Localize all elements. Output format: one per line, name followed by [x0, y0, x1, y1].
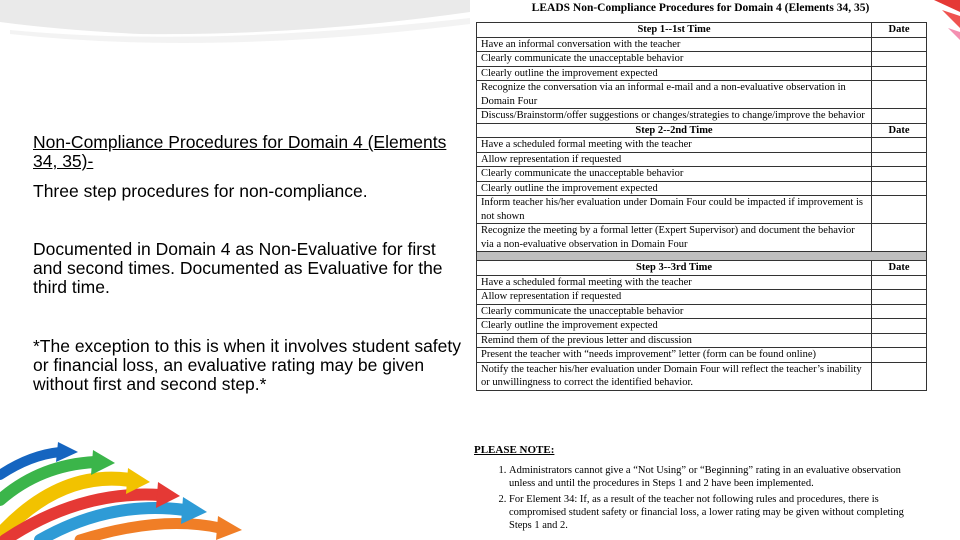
step-item: Clearly communicate the unacceptable behavior [477, 304, 872, 319]
table-row [477, 196, 927, 224]
note-item: 1. Administrators cannot give a “Not Using” or “Beginning” rating in an evaluative observation unless and until the procedures in Steps 1 and 2 have been implemented. [509, 464, 929, 490]
date-header: Date [872, 123, 927, 138]
documented-text: Documented in Domain 4 as Non-Evaluative for first and second times. Documented as Evaluative for the third time. [33, 239, 443, 297]
step-item: Allow representation if requested [477, 290, 872, 305]
date-cell [872, 109, 927, 124]
table-row [477, 152, 927, 167]
step-2-header-row [477, 123, 927, 138]
date-cell [872, 333, 927, 348]
left-text-panel [33, 133, 461, 394]
date-cell [872, 66, 927, 81]
arrow-decoration-top-right [934, 0, 960, 40]
table-row [477, 319, 927, 334]
step-3-label: Step 3--3rd Time [477, 261, 872, 276]
table-spacer-row [477, 252, 927, 261]
date-cell [872, 362, 927, 390]
step-1-label: Step 1--1st Time [477, 23, 872, 38]
step-item: Recognize the conversation via an informal e-mail and a non-evaluative observation in Domain Four [477, 81, 872, 109]
date-cell [872, 348, 927, 363]
step-item: Clearly communicate the unacceptable behavior [477, 52, 872, 67]
step-item: Discuss/Brainstorm/offer suggestions or changes/strategies to change/improve the behavior [477, 109, 872, 124]
exception-text: *The exception to this is when it involves student safety or financial loss, an evaluative rating may be given without first and second step.* [33, 336, 462, 394]
table-row [477, 81, 927, 109]
table-row [477, 167, 927, 182]
table-row [477, 275, 927, 290]
step-item: Clearly outline the improvement expected [477, 181, 872, 196]
table-row [477, 138, 927, 153]
date-header: Date [872, 261, 927, 276]
table-row [477, 333, 927, 348]
date-cell [872, 181, 927, 196]
notes-list [474, 464, 929, 532]
document-title: LEADS Non-Compliance Procedures for Domain 4 (Elements 34, 35) [531, 2, 870, 14]
step-item: Remind them of the previous letter and discussion [477, 333, 872, 348]
date-cell [872, 152, 927, 167]
section-heading: Non-Compliance Procedures for Domain 4 (Elements 34, 35)- [33, 132, 447, 171]
step-item: Clearly communicate the unacceptable behavior [477, 167, 872, 182]
step-item: Clearly outline the improvement expected [477, 66, 872, 81]
procedures-table [476, 22, 927, 391]
date-cell [872, 319, 927, 334]
step-item: Have an informal conversation with the teacher [477, 37, 872, 52]
date-cell [872, 304, 927, 319]
step-3-header-row [477, 261, 927, 276]
table-row [477, 348, 927, 363]
step-item: Have a scheduled formal meeting with the teacher [477, 138, 872, 153]
table-row [477, 181, 927, 196]
date-cell [872, 196, 927, 224]
date-header: Date [872, 23, 927, 38]
notes-section [474, 444, 929, 535]
table-row [477, 362, 927, 390]
arrow-swoosh-decoration-top-left [0, 0, 470, 135]
step-2-label: Step 2--2nd Time [477, 123, 872, 138]
table-row [477, 52, 927, 67]
date-cell [872, 290, 927, 305]
date-cell [872, 37, 927, 52]
date-cell [872, 81, 927, 109]
colorful-arrows-decoration [0, 440, 295, 540]
date-cell [872, 224, 927, 252]
table-row [477, 290, 927, 305]
step-item: Clearly outline the improvement expected [477, 319, 872, 334]
date-cell [872, 167, 927, 182]
date-cell [872, 275, 927, 290]
step-item: Present the teacher with “needs improvement” letter (form can be found online) [477, 348, 872, 363]
step-1-header-row [477, 23, 927, 38]
step-item: Allow representation if requested [477, 152, 872, 167]
table-row [477, 66, 927, 81]
intro-text: Three step procedures for non-compliance. [33, 181, 368, 201]
table-row [477, 37, 927, 52]
step-item: Inform teacher his/her evaluation under Domain Four could be impacted if improvement is not shown [477, 196, 872, 224]
step-item: Notify the teacher his/her evaluation under Domain Four will reflect the teacher’s inability or unwillingness to correct the identified behavior. [477, 362, 872, 390]
table-row [477, 109, 927, 124]
step-item: Recognize the meeting by a formal letter (Expert Supervisor) and document the behavior via a non-evaluative observation in Domain Four [477, 224, 872, 252]
step-item: Have a scheduled formal meeting with the teacher [477, 275, 872, 290]
note-item: 2. For Element 34: If, as a result of the teacher not following rules and procedures, there is compromised student safety or financial loss, a lower rating may be given without completing Steps 1 and 2. [509, 493, 929, 532]
table-row [477, 304, 927, 319]
date-cell [872, 138, 927, 153]
date-cell [872, 52, 927, 67]
notes-title: PLEASE NOTE: [474, 444, 555, 456]
table-row [477, 224, 927, 252]
